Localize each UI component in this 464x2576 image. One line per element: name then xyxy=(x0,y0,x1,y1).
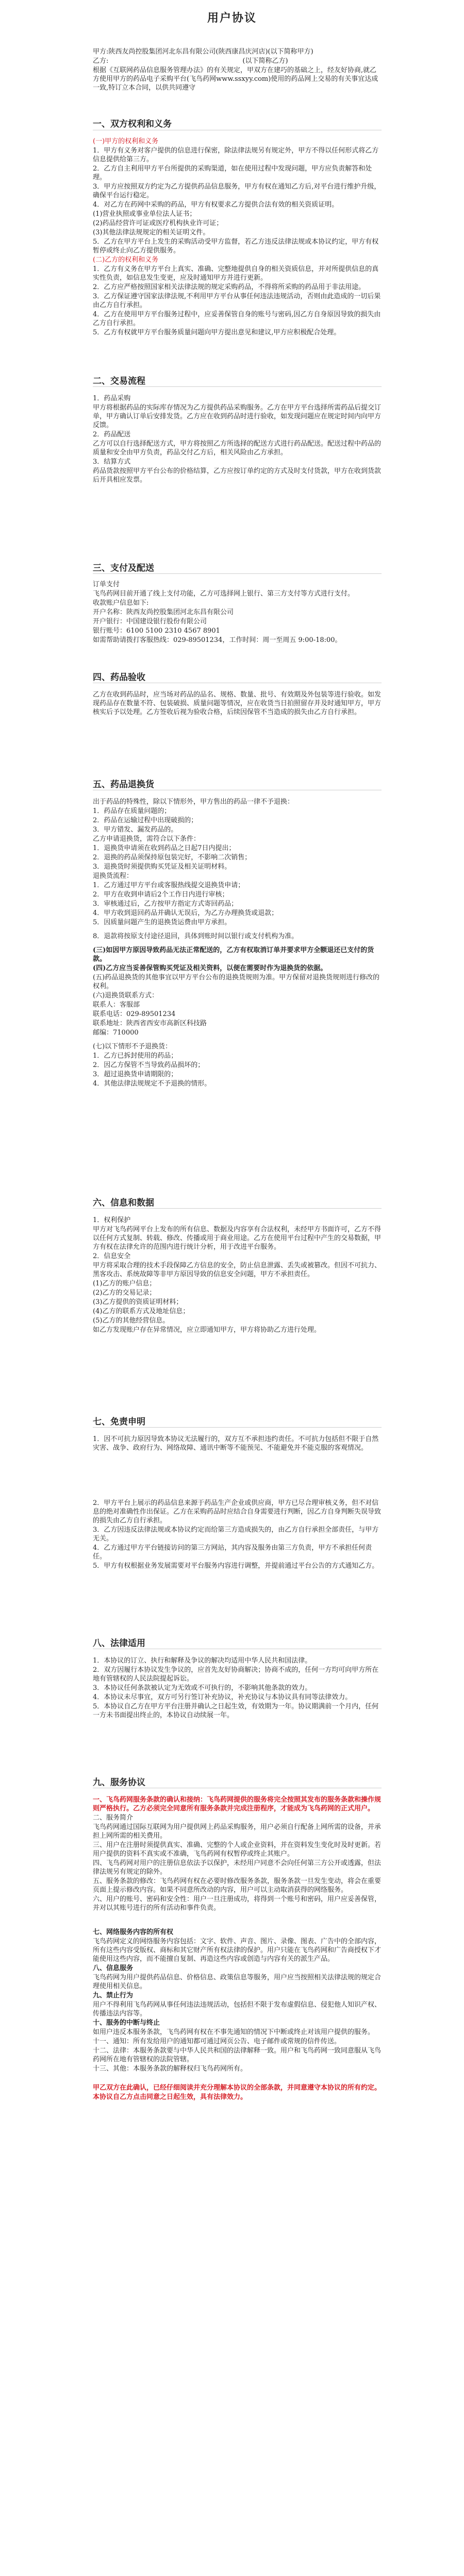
clause-heading: 十、服务的中断与终止 xyxy=(93,2019,160,2027)
clause: 3．甲方应按照双方约定为乙方提供药品信息服务，甲方有权在通知乙方后,对平台进行维护升级，确保平台运行稳定。 xyxy=(93,183,381,199)
section-6-title: 六、信息和数据 xyxy=(93,1198,154,1208)
clause: (七)以下情形不予退换货： xyxy=(93,1043,172,1050)
clause: 甲方将根据药品的实际库存情况为乙方提供药品采购服务。乙方在甲方平台选择所需药品后提交订单，甲方确认订单后安排发货。乙方应在收到药品时进行验收，如发现问题应在规定时间内向甲方反馈。 xyxy=(93,404,382,429)
divider xyxy=(93,573,382,574)
clause: 乙方申请退换货，需符合以下条件： xyxy=(93,835,201,843)
clause: 3．超过退换货申请期限的； xyxy=(93,1071,178,1078)
clause: 十一、通知：所有发给用户的通知都可通过网页公告、电子邮件或常规的信件传送。 xyxy=(93,2038,341,2045)
section-7-title: 七、免责申明 xyxy=(93,1417,145,1427)
clause: 三、用户在注册时须提供真实、准确、完整的个人或企业资料，并在资料发生变化时及时更新。若用户提供的资料不真实或不准确，飞鸟药网有权暂停或终止其账户。 xyxy=(93,1841,382,1858)
intro-paragraph: 根据《互联网药品信息服务管理办法》的有关规定，甲双方在建巧的基础之上，经友好协商,就乙方使用甲方的药品电子采购平台(飞鸟药网www.ssxyy.com)使用的药品网上交易的有关事宜达成一致,特订立本合同，以供共同遵守 xyxy=(93,66,378,92)
clause: 用户不得利用飞鸟药网从事任何违法违规活动，包括但不限于发布虚假信息、侵犯他人知识产权、传播违法内容等。 xyxy=(93,2001,382,2018)
clause: 飞鸟药网为用户提供药品信息、价格信息、政策信息等服务，用户应当按照相关法律法规的规定合理使用相关信息。 xyxy=(93,1974,382,1990)
clause: 邮编：710000 xyxy=(93,1029,139,1037)
clause: (1)营业执照或事业单位法人证书； xyxy=(93,210,196,218)
clause: 收款账户信息如下: xyxy=(93,599,149,607)
divider xyxy=(93,1208,382,1209)
subheading-party-a: (一)甲方的权利和义务 xyxy=(93,138,159,145)
clause: 5．乙方有权就甲方平台服务质量问题向甲方提出意见和建议,甲方应积极配合处理。 xyxy=(93,329,341,336)
clause: 1．乙方通过甲方平台或客服热线提交退换货申请； xyxy=(93,882,245,889)
section-7-body xyxy=(93,1435,382,1571)
section-8-title: 八、法律适用 xyxy=(93,1638,145,1649)
clause: 1．药品存在质量问题的； xyxy=(93,807,171,815)
clause: 3．甲方错发、漏发药品的。 xyxy=(93,826,178,834)
section-1-title: 一、双方权利和义务 xyxy=(93,119,172,129)
clause: 1．退换货申请须在收到药品之日起7日内提出； xyxy=(93,844,236,852)
clause-heading: 八、信息服务 xyxy=(93,1964,134,1972)
section-6-body xyxy=(93,1216,382,1335)
clause: 订单支付 xyxy=(93,581,120,588)
clause: 3．乙方保证遵守国家法律法规,不利用甲方平台从事任何违法违规活动，否则由此造成的一切后果由乙方自行承担。 xyxy=(93,293,381,309)
clause: 4．对乙方在药网中采购的药品，甲方有权要求乙方提供合法有效的相关资质证明。 xyxy=(93,201,339,209)
clause-heading: 2．信息安全 xyxy=(93,1252,131,1260)
clause: 2．甲方在收到申请后2个工作日内进行审核； xyxy=(93,891,229,899)
clause: (3)其他法律法规规定的相关证明文件。 xyxy=(93,229,210,236)
party-a xyxy=(93,47,382,56)
clause: 六、用户的账号、密码和安全性：用户一旦注册成功，将得到一个账号和密码，用户应妥善保管，并对以其账号进行的所有活动和事件负责。 xyxy=(93,1895,382,1912)
clause: 3．本协议任何条款被认定为无效或不可执行的，不影响其他条款的效力。 xyxy=(93,1684,312,1692)
clause: 飞鸟药网目前开通了线上支付功能，乙方可选择网上银行、第三方支付等方式进行支付。 xyxy=(93,590,355,598)
highlight-clause: 本协议自乙方点击同意之日起生效，具有法律效力。 xyxy=(93,2093,247,2101)
clause: 五、服务条款的修改：飞鸟药网有权在必要时修改服务条款，服务条款一旦发生变动，将会在重要页面上提示修改内容。如果不同意所改动的内容，用户可以主动取消获得的网络服务。 xyxy=(93,1877,382,1894)
clause: 5．因质量问题产生的退换货运费由甲方承担。 xyxy=(93,919,231,926)
clause: 飞鸟药网通过国际互联网为用户提供网上药品采购服务，用户必须自行配备上网所需的设备，并承担上网所需的相关费用。 xyxy=(93,1823,382,1840)
clause: 退换货流程： xyxy=(93,872,134,880)
clause: 乙方在收到药品时，应当场对药品的品名、规格、数量、批号、有效期及外包装等进行验收。如发现药品存在数量不符、包装破损、质量问题等情况，应在收货当日拍照留存并及时通知甲方，甲方核实后予以处理。乙方签收后视为验收合格，后续因保管不当造成的损失由乙方自行承担。 xyxy=(93,691,382,716)
clause: 十三、其他：本服务条款的解释权归飞鸟药网所有。 xyxy=(93,2065,247,2073)
section-3-body xyxy=(93,580,382,645)
clause: (2)药品经营许可证或医疗机构执业许可证； xyxy=(93,219,223,227)
clause: 2．甲方平台上展示的药品信息来源于药品生产企业或供应商，甲方已尽合理审核义务，但不对信息的绝对准确性作出保证。乙方在采购药品时应结合自身需要进行判断，因乙方自身判断失误导致的损失由乙方自行承担。 xyxy=(93,1499,382,1524)
clause: 1．因不可抗力原因导致本协议无法履行的，双方互不承担违约责任。不可抗力包括但不限于自然灾害、战争、政府行为、网络故障、通讯中断等不能预见、不能避免并不能克服的客观情况。 xyxy=(93,1435,379,1452)
clause: 出于药品的特殊性，除以下情形外，甲方售出的药品一律不予退换： xyxy=(93,798,294,806)
section-5-body xyxy=(93,798,382,1089)
page-title: 用户协议 xyxy=(207,11,257,25)
clause: 1．本协议的订立、执行和解释及争议的解决均适用中华人民共和国法律。 xyxy=(93,1657,312,1665)
clause: 二、服务简介 xyxy=(93,1814,134,1822)
bold-clause: (三)如因甲方原因导致药品无法正常配送的，乙方有权取消订单并要求甲方全额退还已支付的货款。 xyxy=(93,946,374,963)
section-3-title: 三、支付及配送 xyxy=(93,563,154,573)
clause: 开户银行：中国建设银行股份有限公司 xyxy=(93,618,207,625)
clause: 十二、法律：本服务条款要与中华人民共和国的法律解释一致。用户和飞鸟药网一致同意服从飞鸟药网所在地有管辖权的法院管辖。 xyxy=(93,2047,382,2063)
section-9-title: 九、服务协议 xyxy=(93,1777,145,1788)
clause: 乙方可以自行选择配送方式，甲方将按照乙方所选择的配送方式进行药品配送。配送过程中药品的质量和安全由甲方负责，药品交付乙方后，相关风险由乙方承担。 xyxy=(93,440,382,456)
clause: 联系地址：陕西省西安市高新区科技路 xyxy=(93,1020,207,1027)
section-4-body xyxy=(93,690,382,717)
clause-heading: 1．药品采购 xyxy=(93,395,131,402)
party-b xyxy=(93,57,382,65)
clause: (六)退换货联系方式： xyxy=(93,992,159,999)
clause: (五)药品退换货的其他事宜以甲方平台公布的退换货规则为准。甲方保留对退换货规则进行修改的权利。 xyxy=(93,974,380,990)
clause: 4．本协议未尽事宜，双方可另行签订补充协议，补充协议与本协议具有同等法律效力。 xyxy=(93,1693,352,1701)
clause: 联系人：客服部 xyxy=(93,1001,140,1009)
party-b-tag: (以下简称乙方) xyxy=(242,57,288,65)
section-1-body xyxy=(93,137,382,337)
clause: 2．药品在运输过程中出现破损的； xyxy=(93,817,198,824)
clause: 5．乙方在甲方平台上发生的采购活动受甲方监督，若乙方违反法律法规或本协议约定，甲方有权暂停或终止向乙方提供服务。 xyxy=(93,238,379,255)
highlight-clause: 甲乙双方在此确认，已经仔细阅读并充分理解本协议的全部条款，并同意遵守本协议的所有约定。 xyxy=(93,2084,382,2092)
party-b-text: 乙方: xyxy=(93,57,109,65)
clause: 如用户违反本服务条款，飞鸟药网有权在不事先通知的情况下中断或终止对该用户提供的服务。 xyxy=(93,2028,375,2036)
clause: 2．退换的药品须保持原包装完好，不影响二次销售； xyxy=(93,854,252,861)
clause: 2．因乙方保管不当导致药品损坏的； xyxy=(93,1061,205,1069)
clause: (2)乙方的交易记录； xyxy=(93,1289,156,1297)
highlight-clause: 一、飞鸟药网服务条款的确认和接纳：飞鸟药网提供的服务将完全按照其发布的服务条款和操作规则严格执行。乙方必须完全同意所有服务条款并完成注册程序，才能成为飞鸟药网的正式用户。 xyxy=(93,1796,382,1812)
clause: 5．本协议自乙方在甲方平台注册并确认之日起生效，有效期为一年。协议期满前一个月内，任何一方未书面提出终止的，本协议自动续展一年。 xyxy=(93,1703,379,1719)
divider xyxy=(93,386,382,387)
clause-heading: 七、网络服务内容的所有权 xyxy=(93,1928,174,1936)
clause: 4．其他法律法规规定不予退换的情形。 xyxy=(93,1080,211,1088)
clause: 1．甲方有义务对客户提供的信息进行保密，除法律法规另有规定外，甲方不得以任何形式将乙方信息提供给第三方。 xyxy=(93,147,379,163)
clause: 5．甲方有权根据业务发展需要对平台服务内容进行调整，并提前通过平台公告的方式通知乙方。 xyxy=(93,1562,379,1570)
clause: 4．乙方在使用甲方平台服务过程中，应妥善保管自身的账号与密码,因乙方自身原因导致的损失由乙方自行承担。 xyxy=(93,311,381,327)
subheading-party-b: (二)乙方的权利和义务 xyxy=(93,256,159,264)
clause: 1．乙方已拆封使用的药品； xyxy=(93,1052,178,1060)
clause: 2．乙方自主利用甲方平台所提供的采购渠道，如在使用过程中发现问题，甲方应负责解答和处理。 xyxy=(93,165,372,181)
clause: (1)乙方的账户信息； xyxy=(93,1280,156,1287)
clause: 3．审核通过后，乙方按甲方指定方式寄回药品； xyxy=(93,900,238,908)
clause: 甲方对飞鸟药网平台上发布的所有信息、数据及内容享有合法权利，未经甲方书面许可，乙方不得以任何方式复制、转载、修改、传播或用于商业用途。乙方在使用平台过程中产生的交易数据，甲方有权在法律允许的范围内进行统计分析，用于改进平台服务。 xyxy=(93,1226,382,1251)
bold-clause: (四)乙方应当妥善保管购买凭证及相关资料，以便在需要时作为退换货的依据。 xyxy=(93,964,327,972)
clause: 飞鸟药网定义的网络服务内容包括：文字、软件、声音、图片、录像、图表、广告中的全部内容，所有这些内容受版权、商标和其它财产所有权法律的保护。用户只能在飞鸟药网和广告商授权下才能使用这些内容，而不能擅自复制、再造这些内容或创造与内容有关的派生产品。 xyxy=(93,1938,382,1963)
section-8-body xyxy=(93,1656,382,1720)
clause: 如需帮助请拨打客服热线：029-89501234，工作时间：周一至周五 9:00-18:00。 xyxy=(93,636,342,644)
clause-heading: 2．药品配送 xyxy=(93,431,131,438)
clause: (5)乙方的其他经营信息。 xyxy=(93,1317,170,1325)
clause-heading: 3．结算方式 xyxy=(93,458,131,466)
section-2-body xyxy=(93,394,382,485)
clause: 3．乙方因违反法律法规或本协议约定而给第三方造成损失的，由乙方自行承担全部责任，与甲方无关。 xyxy=(93,1526,379,1543)
section-4-title: 四、药品验收 xyxy=(93,672,145,683)
party-a-text: 甲方:陕西友尚控股集团河北东昌有限公司(陕西康昌庆河店) xyxy=(93,48,268,56)
intro-block xyxy=(93,47,382,93)
section-5-title: 五、药品退换货 xyxy=(93,779,154,790)
clause-heading: 九、禁止行为 xyxy=(93,1992,134,1999)
clause: 药品货款按照甲方平台公布的价格结算，乙方应按订单约定的方式及时支付货款，甲方在收到货款后开具相应发票。 xyxy=(93,467,382,484)
clause: 联系电话：029-89501234 xyxy=(93,1010,176,1018)
clause: (3)乙方提供的资质证明材料； xyxy=(93,1298,183,1306)
clause: 甲方将采取合理的技术手段保障乙方信息的安全，防止信息泄露、丢失或被篡改。但因不可抗力、黑客攻击、系统故障等非甲方原因导致的信息安全问题，甲方不承担责任。 xyxy=(93,1262,382,1278)
clause: 1．乙方有义务在甲方平台上真实、准确、完整地提供自身的相关资质信息，并对所提供信息的真实性负责，如信息发生变更，应及时通知甲方并进行更新。 xyxy=(93,265,379,282)
clause: 4．乙方通过甲方平台链接访问的第三方网站，其内容及服务由第三方负责，甲方不承担任何责任。 xyxy=(93,1544,372,1561)
clause: 银行账号：6100 5100 2310 4567 8901 xyxy=(93,627,220,635)
clause: 2．乙方应严格按照国家相关法律法规的规定采购药品，不得将所采购的药品用于非法用途。 xyxy=(93,283,366,291)
clause: 3．退换货时须提供购买凭证及相关证明材料。 xyxy=(93,863,231,871)
clause: 4．甲方收到退回药品并确认无误后，为乙方办理换货或退款； xyxy=(93,909,278,917)
party-a-tag: (以下简称甲方) xyxy=(268,48,313,56)
clause: 开户名称：陕西友尚控股集团河北东昌有限公司 xyxy=(93,608,234,616)
section-2-title: 二、交易流程 xyxy=(93,376,145,386)
section-9-body xyxy=(93,1795,382,2102)
clause: 四、飞鸟药网对用户的注册信息依法予以保护，未经用户同意不会向任何第三方公开或透露，但法律法规另有规定的除外。 xyxy=(93,1859,382,1876)
divider xyxy=(93,1427,382,1428)
clause-heading: 1．权利保护 xyxy=(93,1216,131,1224)
clause: (4)乙方的联系方式及地址信息； xyxy=(93,1308,190,1315)
clause: 8．退款将按原支付途径退回，具体到账时间以银行或支付机构为准。 xyxy=(93,933,299,940)
clause: 2．双方因履行本协议发生争议的，应首先友好协商解决；协商不成的，任何一方均可向甲方所在地有管辖权的人民法院提起诉讼。 xyxy=(93,1666,379,1683)
clause: 如乙方发现账户存在异常情况，应立即通知甲方，甲方将协助乙方进行处理。 xyxy=(93,1326,321,1334)
